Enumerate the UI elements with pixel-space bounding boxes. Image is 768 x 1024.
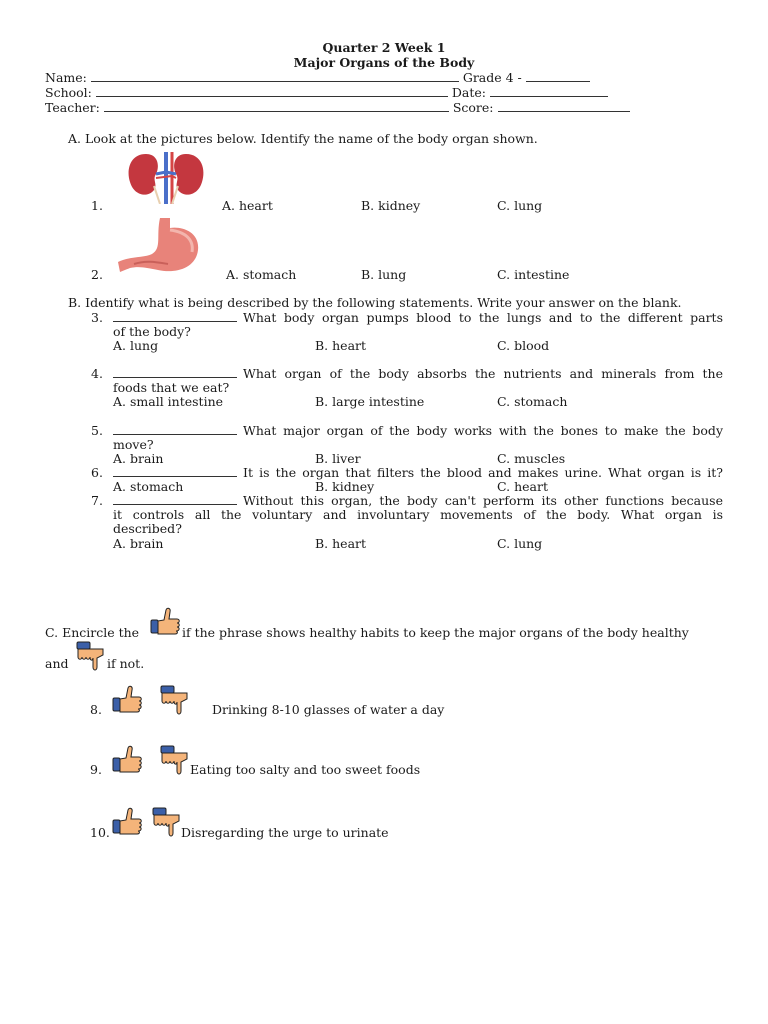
q2-number: 2. bbox=[91, 267, 103, 282]
school-row bbox=[45, 85, 608, 100]
q6-answer-blank[interactable] bbox=[113, 465, 237, 477]
q2-option-c[interactable]: C. intestine bbox=[497, 267, 570, 282]
name-row bbox=[45, 70, 590, 85]
date-label: Date: bbox=[451, 85, 486, 100]
thumbs-up-icon bbox=[150, 606, 180, 636]
date-blank[interactable] bbox=[490, 85, 608, 97]
item8-thumbs-up-icon[interactable] bbox=[112, 684, 142, 714]
item9-text: Eating too salty and too sweet foods bbox=[190, 762, 421, 777]
item8-number: 8. bbox=[90, 702, 102, 717]
q3-text-line2: of the body? bbox=[113, 324, 191, 339]
item8-text: Drinking 8-10 glasses of water a day bbox=[212, 702, 445, 717]
grade-blank[interactable] bbox=[526, 70, 590, 82]
q5-option-b[interactable]: B. liver bbox=[315, 451, 361, 466]
q7-option-b[interactable]: B. heart bbox=[315, 536, 367, 551]
q6-text-line1: It is the organ that filters the blood and makes urine. What organ is it? bbox=[243, 465, 723, 480]
part-c-instruction-start: C. Encircle the bbox=[45, 625, 140, 640]
q5-option-c[interactable]: C. muscles bbox=[497, 451, 566, 466]
name-label: Name: bbox=[45, 70, 87, 85]
q1-option-a[interactable]: A. heart bbox=[222, 198, 273, 213]
q7-text-line2: it controls all the voluntary and involuntary movements of the body. What organ is bbox=[113, 507, 723, 522]
part-c-instruction-and: and bbox=[45, 656, 69, 671]
q5-text-line1: What major organ of the body works with the bones to make the body bbox=[243, 423, 723, 438]
item9-thumbs-up-icon[interactable] bbox=[112, 744, 142, 774]
item10-thumbs-down-icon[interactable] bbox=[152, 806, 182, 838]
q3-option-c[interactable]: C. blood bbox=[497, 338, 550, 353]
q3-option-a[interactable]: A. lung bbox=[113, 338, 159, 353]
part-c-instruction-end: if not. bbox=[107, 656, 145, 671]
item10-thumbs-up-icon[interactable] bbox=[112, 806, 142, 836]
q4-option-c[interactable]: C. stomach bbox=[497, 394, 568, 409]
q3-option-b[interactable]: B. heart bbox=[315, 338, 367, 353]
q6-option-c[interactable]: C. heart bbox=[497, 479, 548, 494]
name-blank[interactable] bbox=[91, 70, 459, 82]
item8-thumbs-down-icon[interactable] bbox=[160, 684, 190, 716]
grade-label: Grade 4 - bbox=[462, 70, 522, 85]
part-a-instruction: A. Look at the pictures below. Identify the name of the body organ shown. bbox=[68, 131, 538, 146]
q3-text-line1: What body organ pumps blood to the lungs and to the different parts bbox=[243, 310, 723, 325]
q6-option-a[interactable]: A. stomach bbox=[113, 479, 184, 494]
q4-answer-blank[interactable] bbox=[113, 366, 237, 378]
q3-answer-blank[interactable] bbox=[113, 310, 237, 322]
score-label: Score: bbox=[452, 100, 494, 115]
q4-option-a[interactable]: A. small intestine bbox=[113, 394, 224, 409]
q4-option-b[interactable]: B. large intestine bbox=[315, 394, 425, 409]
q4-text-line1: What organ of the body absorbs the nutrients and minerals from the bbox=[243, 366, 723, 381]
q1-option-b[interactable]: B. kidney bbox=[361, 198, 421, 213]
q5-number: 5. bbox=[91, 423, 103, 438]
item10-text: Disregarding the urge to urinate bbox=[181, 825, 389, 840]
q7-text-line3: described? bbox=[113, 521, 182, 536]
q2-option-b[interactable]: B. lung bbox=[361, 267, 407, 282]
q4-text-line2: foods that we eat? bbox=[113, 380, 230, 395]
worksheet-title: Quarter 2 Week 1 bbox=[322, 40, 446, 55]
school-label: School: bbox=[45, 85, 92, 100]
part-c-instruction-mid: if the phrase shows healthy habits to keep the major organs of the body healthy bbox=[182, 625, 689, 640]
teacher-label: Teacher: bbox=[45, 100, 100, 115]
item9-number: 9. bbox=[90, 762, 102, 777]
q2-option-a[interactable]: A. stomach bbox=[226, 267, 297, 282]
school-blank[interactable] bbox=[96, 85, 448, 97]
q4-number: 4. bbox=[91, 366, 103, 381]
q6-option-b[interactable]: B. kidney bbox=[315, 479, 375, 494]
q7-option-a[interactable]: A. brain bbox=[113, 536, 164, 551]
score-blank[interactable] bbox=[498, 100, 630, 112]
q7-number: 7. bbox=[91, 493, 103, 508]
thumbs-down-icon bbox=[76, 640, 106, 672]
q1-number: 1. bbox=[91, 198, 103, 213]
item9-thumbs-down-icon[interactable] bbox=[160, 744, 190, 776]
item10-number: 10. bbox=[90, 825, 110, 840]
q6-number: 6. bbox=[91, 465, 103, 480]
q3-number: 3. bbox=[91, 310, 103, 325]
teacher-blank[interactable] bbox=[104, 100, 449, 112]
teacher-row bbox=[45, 100, 630, 115]
kidney-image bbox=[126, 152, 206, 204]
q1-option-c[interactable]: C. lung bbox=[497, 198, 543, 213]
q5-answer-blank[interactable] bbox=[113, 423, 237, 435]
q7-answer-blank[interactable] bbox=[113, 493, 237, 505]
q7-option-c[interactable]: C. lung bbox=[497, 536, 543, 551]
stomach-image bbox=[116, 218, 202, 276]
part-b-instruction: B. Identify what is being described by the following statements. Write your answer on the blank. bbox=[68, 295, 682, 310]
q5-option-a[interactable]: A. brain bbox=[113, 451, 164, 466]
q5-text-line2: move? bbox=[113, 437, 154, 452]
q7-text-line1: Without this organ, the body can't perform its other functions because bbox=[243, 493, 723, 508]
worksheet-subtitle: Major Organs of the Body bbox=[293, 55, 475, 70]
